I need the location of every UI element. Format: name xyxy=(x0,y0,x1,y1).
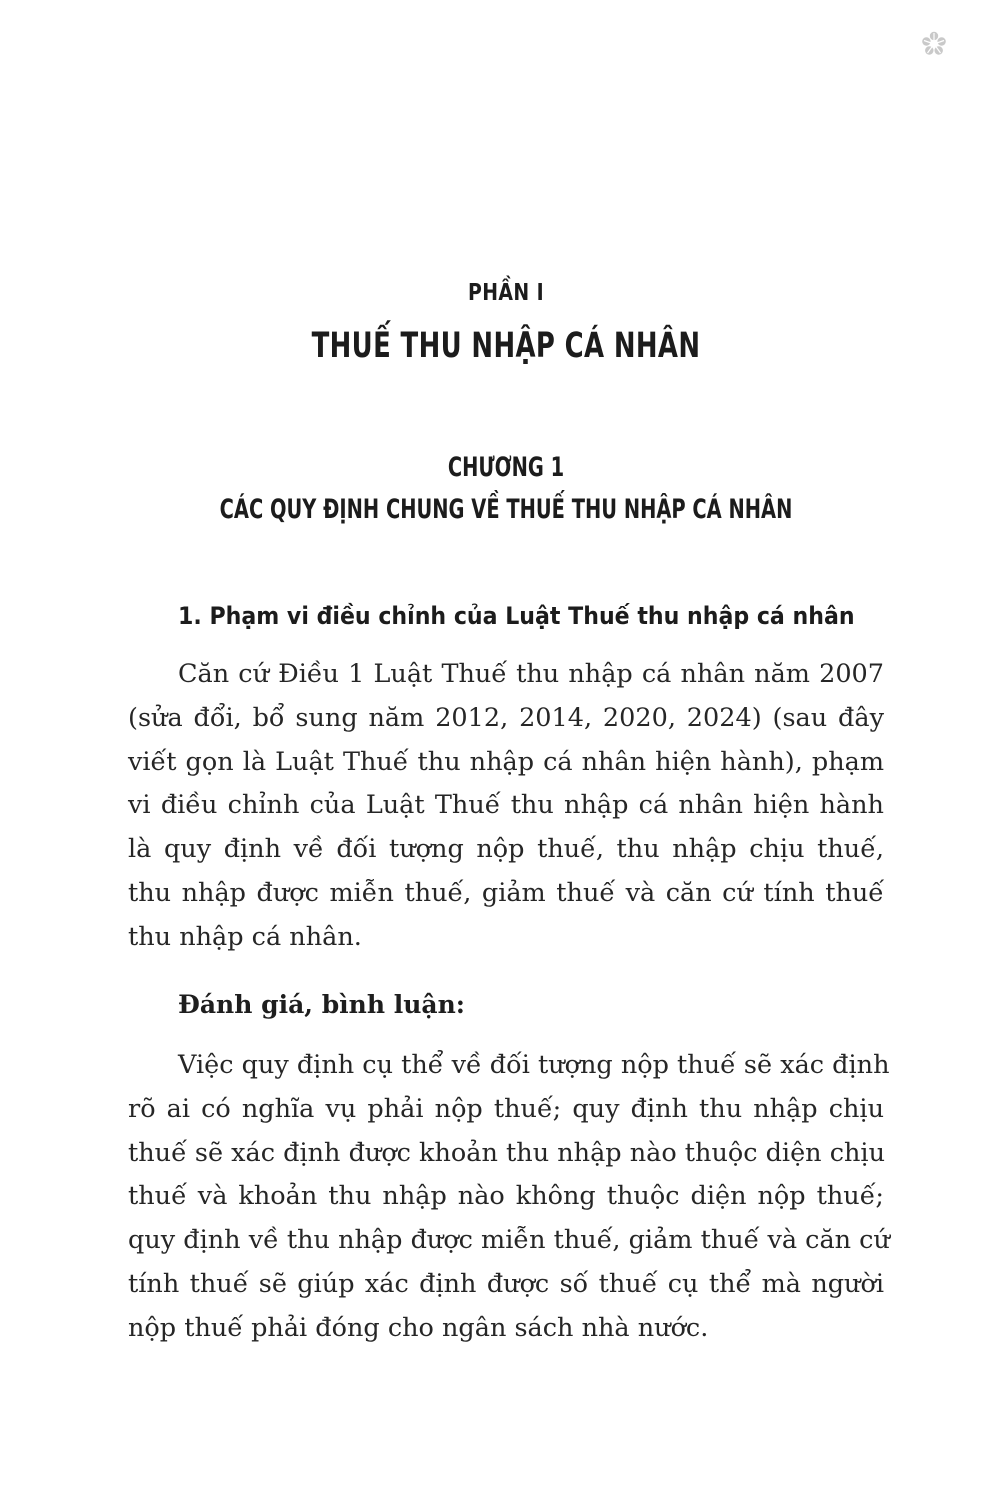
commentary-heading: Đánh giá, bình luận: xyxy=(178,990,465,1019)
paragraph-line: quy định về thu nhập được miễn thuế, giảm thuế và căn cứ xyxy=(128,1225,890,1256)
flower-ornament-icon xyxy=(920,30,948,58)
paragraph-line: (sửa đổi, bổ sung năm 2012, 2014, 2020, 2024) (sau đây xyxy=(128,702,884,733)
paragraph-line: thu nhập cá nhân. xyxy=(128,921,362,952)
paragraph-line: tính thuế sẽ giúp xác định được số thuế cụ thể mà người xyxy=(128,1268,884,1299)
paragraph-line: thu nhập được miễn thuế, giảm thuế và căn cứ tính thuế xyxy=(128,877,884,908)
paragraph-line: rõ ai có nghĩa vụ phải nộp thuế; quy định thu nhập chịu xyxy=(128,1093,884,1124)
paragraph-line: thuế và khoản thu nhập nào không thuộc diện nộp thuế; xyxy=(128,1181,884,1212)
chapter-title: CÁC QUY ĐỊNH CHUNG VỀ THUẾ THU NHẬP CÁ NHÂN xyxy=(219,494,793,525)
part-title: THUẾ THU NHẬP CÁ NHÂN xyxy=(311,326,701,366)
paragraph-line: Việc quy định cụ thể về đối tượng nộp thuế sẽ xác định xyxy=(178,1050,890,1080)
part-label: PHẦN I xyxy=(467,280,545,306)
paragraph-line: thuế sẽ xác định được khoản thu nhập nào thuộc diện chịu xyxy=(128,1137,885,1168)
section-heading: 1. Phạm vi điều chỉnh của Luật Thuế thu nhập cá nhân xyxy=(178,602,855,630)
paragraph-line: Căn cứ Điều 1 Luật Thuế thu nhập cá nhân năm 2007 xyxy=(178,659,884,689)
paragraph-line: là quy định về đối tượng nộp thuế, thu nhập chịu thuế, xyxy=(128,834,884,865)
paragraph-line: vi điều chỉnh của Luật Thuế thu nhập cá nhân hiện hành xyxy=(128,790,884,821)
paragraph-line: viết gọn là Luật Thuế thu nhập cá nhân hiện hành), phạm xyxy=(128,746,884,777)
section-paragraph xyxy=(128,653,884,960)
paragraph-line: nộp thuế phải đóng cho ngân sách nhà nước. xyxy=(128,1312,709,1343)
chapter-label: CHƯƠNG 1 xyxy=(447,452,565,483)
commentary-paragraph xyxy=(128,1044,890,1351)
